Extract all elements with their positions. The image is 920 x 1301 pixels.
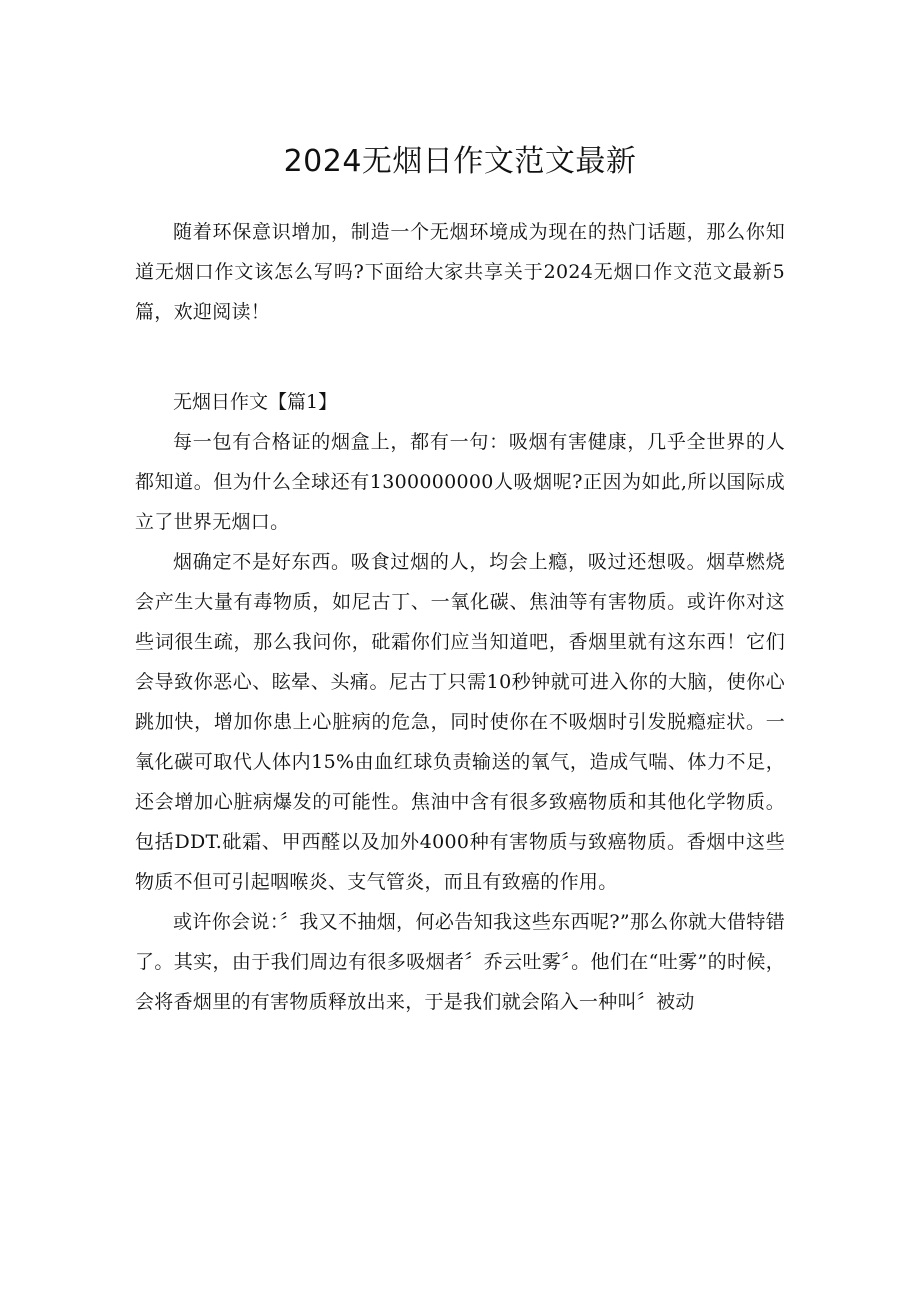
body-paragraph: 或许你会说：〞我又不抽烟，何必告知我这些东西呢?”那么你就大借特错了。其实，由于我们周边有很多吸烟者〞乔云吐雾〞。他们在“吐雾”的时候，会将香烟里的有害物质释放出来，于是我们就会陷入一种叫〞被动 — [135, 911, 785, 1013]
body-paragraph: 每一包有合格证的烟盒上，都有一句：吸烟有害健康，几乎全世界的人都知道。但为什么全球还有1300000000人吸烟呢?正因为如此,所以国际成立了世界无烟口。 — [135, 431, 785, 533]
section-heading: 无烟日作文【篇1】 — [173, 391, 338, 413]
body-paragraph: 烟确定不是好东西。吸食过烟的人，均会上瘾，吸过还想吸。烟草燃烧会产生大量有毒物质，如尼古丁、一氧化碳、焦油等有害物质。或许你对这些词很生疏，那么我问你，砒霜你们应当知道吧，香烟里就有这东西！它们会导致你恶心、眩晕、头痛。尼古丁只需10秒钟就可进入你的大脑，使你心跳加快，增加你患上心脏病的危急，同时使你在不吸烟时引发脱瘾症状。一氧化碳可取代人体内15%由血红球负责输送的氧气，造成气喘、体力不足，还会增加心脏病爆发的可能性。焦油中含有很多致癌物质和其他化学物质。包括DDT.砒霜、甲西醛以及加外4000种有害物质与致癌物质。香烟中这些物质不但可引起咽喉炎、支气管炎，而且有致癌的作用。 — [135, 551, 785, 893]
document-title: 2024无烟日作文范文最新 — [283, 144, 637, 179]
intro-paragraph: 随着环保意识增加，制造一个无烟环境成为现在的热门话题，那么你知道无烟口作文该怎么写吗?下面给大家共享关于2024无烟口作文范文最新5篇，欢迎阅读！ — [135, 221, 785, 323]
